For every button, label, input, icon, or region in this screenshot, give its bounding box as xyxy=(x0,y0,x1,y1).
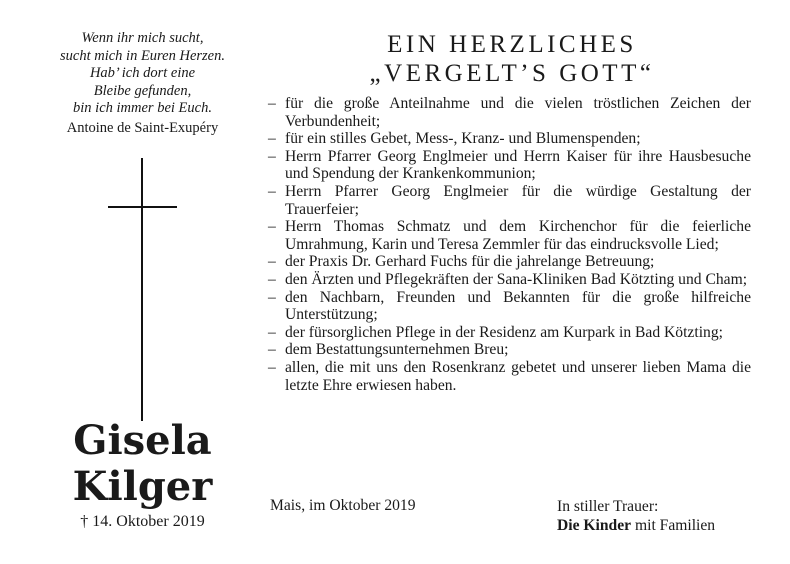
thanks-text: Herrn Thomas Schmatz und dem Kirchenchor für die feierliche Umrahmung, Karin und Teresa Zemmler für das eindrucksvolle Lied; xyxy=(285,218,751,253)
quote-line: Hab’ ich dort eine xyxy=(89,65,196,81)
thanks-text: den Ärzten und Pflegekräften der Sana-Kliniken Bad Kötzting und Cham; xyxy=(285,270,748,288)
signature-block xyxy=(557,497,757,535)
last-name: Kilger xyxy=(72,463,213,510)
thanks-item xyxy=(268,130,751,148)
thanks-item xyxy=(268,95,751,130)
thanks-item xyxy=(268,289,751,324)
thanks-item xyxy=(268,324,751,342)
title-line-1: EIN HERZLICHES xyxy=(387,31,637,58)
thanks-item xyxy=(268,359,751,394)
first-name: Gisela xyxy=(73,417,212,464)
quote-author: Antoine de Saint-Exupéry xyxy=(66,120,219,136)
quote-line: Wenn ihr mich sucht, xyxy=(81,30,204,46)
thanks-text: Herrn Pfarrer Georg Englmeier und Herrn Kaiser für ihre Hausbesuche und Spendung der Krankenkommunion; xyxy=(285,147,751,183)
thanks-text: allen, die mit uns den Rosenkranz gebetet und unserer lieben Mama die letzte Ehre erwiesen haben. xyxy=(285,358,751,394)
death-date: † 14. Oktober 2019 xyxy=(80,513,205,530)
thanks-text: den Nachbarn, Freunden und Bekannten für die große hilfreiche Unterstützung; xyxy=(285,288,751,324)
family-line xyxy=(557,516,757,535)
thanks-item xyxy=(268,183,751,218)
quote-line: bin ich immer bei Euch. xyxy=(73,100,212,116)
dash-bullet: – xyxy=(268,147,276,165)
deceased-name xyxy=(20,418,265,510)
thanks-text: für ein stilles Gebet, Mess-, Kranz- und Blumenspenden; xyxy=(285,130,641,148)
cross-vertical-bar xyxy=(141,158,143,421)
dash-bullet: – xyxy=(268,288,276,306)
thanks-item xyxy=(268,271,751,289)
thanks-item xyxy=(268,218,751,253)
thanks-text: dem Bestattungsunternehmen Breu; xyxy=(285,341,509,359)
quote-line: Bleibe gefunden, xyxy=(93,82,192,99)
thanks-text: für die große Anteilnahme und die vielen tröstlichen Zeichen der Verbundenheit; xyxy=(285,95,751,130)
dash-bullet: – xyxy=(268,130,276,148)
title-line-2: „VERGELT’S GOTT“ xyxy=(369,60,655,87)
dash-bullet: – xyxy=(268,270,276,288)
thanks-text: Herrn Pfarrer Georg Englmeier für die würdige Gestaltung der Trauerfeier; xyxy=(285,182,751,218)
cross-horizontal-bar xyxy=(108,206,177,208)
family-bold: Die Kinder xyxy=(557,517,632,534)
dash-bullet: – xyxy=(268,95,276,112)
quote-line: sucht mich in Euren Herzen. xyxy=(60,47,225,64)
dash-bullet: – xyxy=(268,182,276,200)
dash-bullet: – xyxy=(268,341,276,359)
thanks-list xyxy=(268,95,751,394)
dash-bullet: – xyxy=(268,358,276,376)
thanks-text: der Praxis Dr. Gerhard Fuchs für die jahrelange Betreuung; xyxy=(285,253,655,271)
thanks-item xyxy=(268,148,751,183)
dash-bullet: – xyxy=(268,253,276,271)
family-rest: mit Familien xyxy=(631,517,716,534)
page-title xyxy=(262,30,762,88)
thanks-text: der fürsorglichen Pflege in der Residenz am Kurpark in Bad Kötzting; xyxy=(285,323,723,341)
place-date: Mais, im Oktober 2019 xyxy=(270,497,416,514)
thanks-item xyxy=(268,341,751,359)
dash-bullet: – xyxy=(268,218,276,236)
dash-bullet: – xyxy=(268,323,276,341)
thanks-item xyxy=(268,253,751,271)
mourning-label: In stiller Trauer: xyxy=(557,498,659,515)
quote-block xyxy=(20,30,265,118)
